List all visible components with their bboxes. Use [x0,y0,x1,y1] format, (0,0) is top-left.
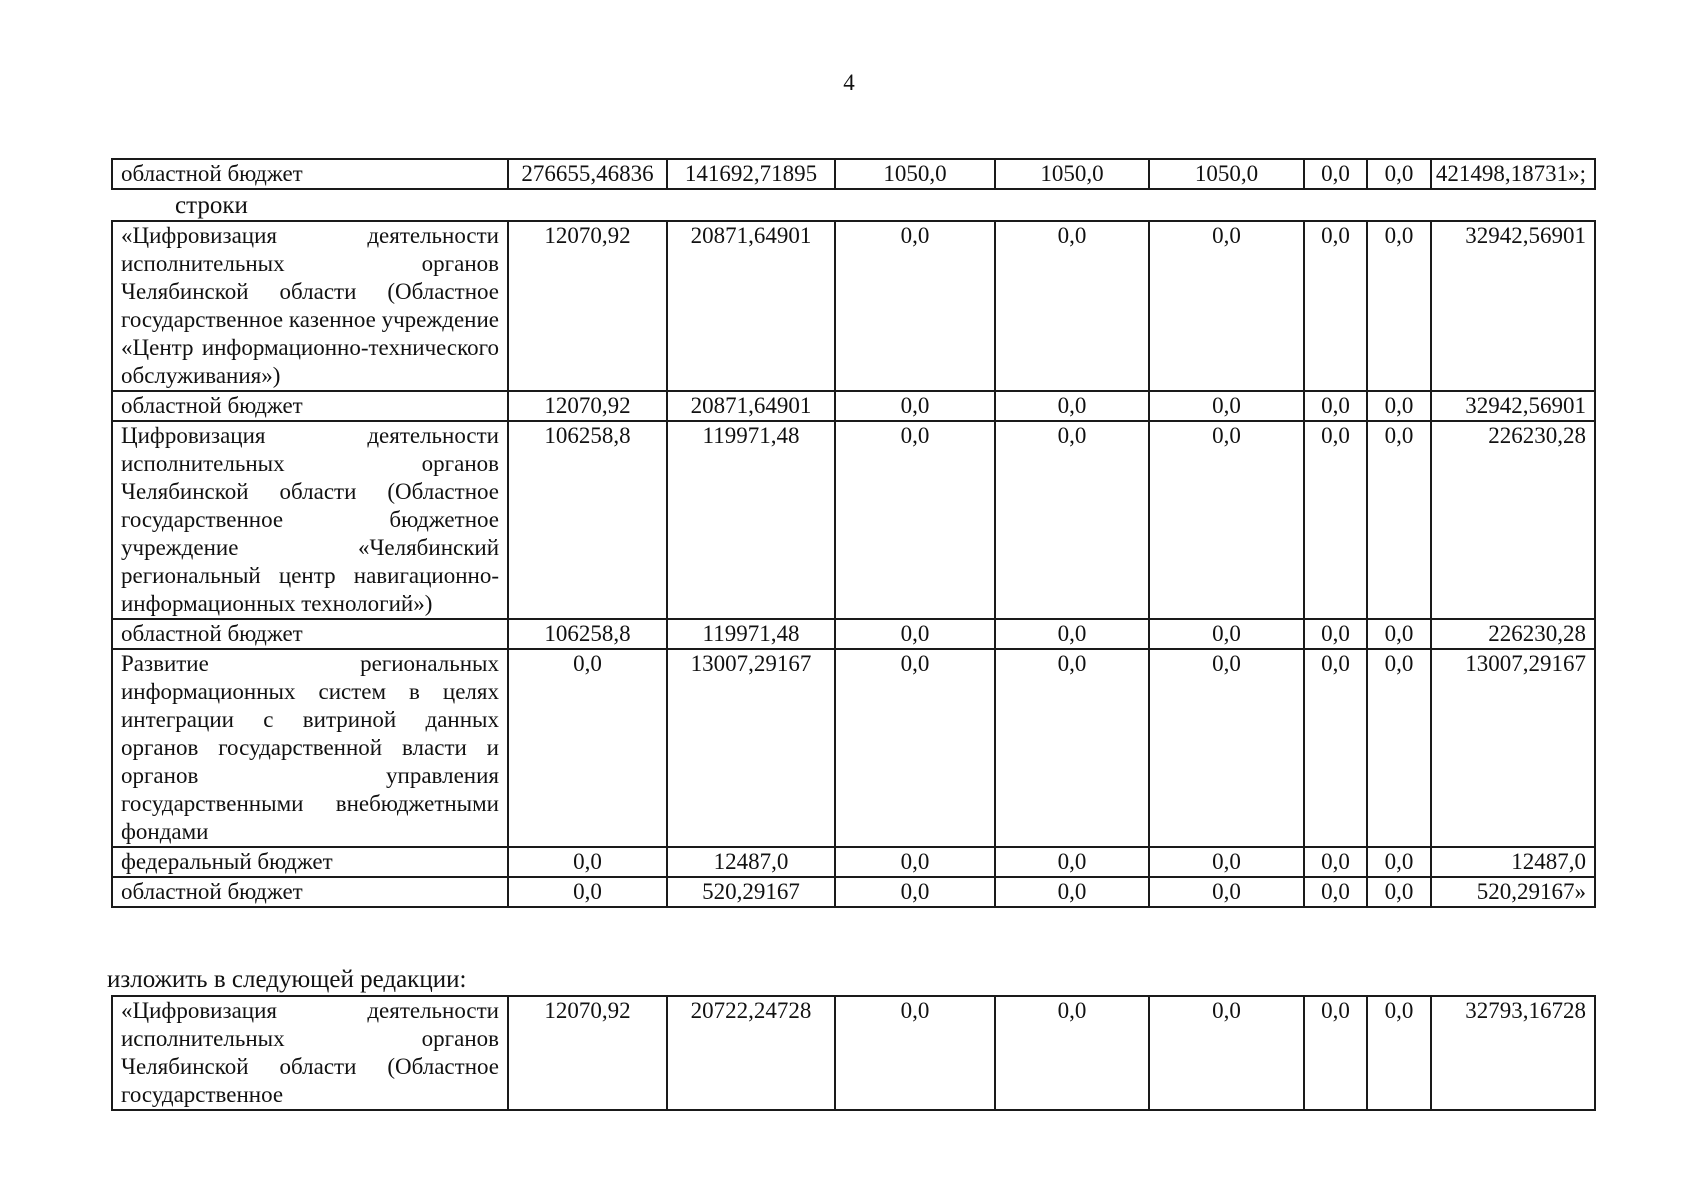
value-cell: 12487,0 [1431,847,1595,877]
value-cell: 0,0 [1149,877,1304,907]
value-cell: 0,0 [995,619,1149,649]
budget-table-top [111,158,1596,190]
value-cell: 520,29167 [667,877,835,907]
value-cell: 0,0 [1367,847,1431,877]
table-row [112,221,1595,391]
value-cell: 0,0 [1304,619,1367,649]
value-cell: 141692,71895 [667,159,835,189]
value-cell: 0,0 [1367,649,1431,847]
budget-table-old-rows [111,220,1596,908]
value-cell: 0,0 [835,391,995,421]
value-cell: 0,0 [995,649,1149,847]
row-name-cell: «Цифровизация деятельности исполнительных органов Челябинской области (Областное государственное [112,996,508,1110]
row-name-cell: областной бюджет [112,619,508,649]
value-cell: 0,0 [1149,421,1304,619]
value-cell: 32942,56901 [1431,221,1595,391]
value-cell: 276655,46836 [508,159,667,189]
value-cell: 0,0 [995,391,1149,421]
value-cell: 119971,48 [667,619,835,649]
budget-table-new-rows [111,995,1596,1111]
value-cell: 12070,92 [508,996,667,1110]
value-cell: 1050,0 [1149,159,1304,189]
value-cell: 0,0 [1367,421,1431,619]
value-cell: 520,29167» [1431,877,1595,907]
value-cell: 0,0 [1304,391,1367,421]
value-cell: 0,0 [835,996,995,1110]
value-cell: 0,0 [1149,221,1304,391]
row-name-cell: Развитие региональных информационных систем в целях интеграции с витриной данных органов государственной власти и органов управления государственными внебюджетными фондами [112,649,508,847]
value-cell: 1050,0 [995,159,1149,189]
value-cell: 12070,92 [508,221,667,391]
value-cell: 0,0 [995,221,1149,391]
value-cell: 0,0 [1304,649,1367,847]
table-row [112,996,1595,1110]
row-name-cell: федеральный бюджет [112,847,508,877]
value-cell: 0,0 [995,421,1149,619]
value-cell: 421498,18731»; [1431,159,1595,189]
value-cell: 0,0 [1367,877,1431,907]
value-cell: 0,0 [1304,221,1367,391]
value-cell: 0,0 [835,877,995,907]
value-cell: 0,0 [995,847,1149,877]
value-cell: 0,0 [1149,619,1304,649]
value-cell: 0,0 [1367,619,1431,649]
table-row [112,847,1595,877]
value-cell: 0,0 [835,221,995,391]
caption-replace: изложить в следующей редакции: [107,966,467,993]
row-name-cell: «Цифровизация деятельности исполнительных органов Челябинской области (Областное государственное казенное учреждение «Центр информационно-технического обслуживания») [112,221,508,391]
value-cell: 0,0 [508,847,667,877]
value-cell: 0,0 [995,996,1149,1110]
value-cell: 0,0 [1367,391,1431,421]
value-cell: 12070,92 [508,391,667,421]
value-cell: 226230,28 [1431,619,1595,649]
value-cell: 0,0 [1304,847,1367,877]
table-row [112,619,1595,649]
value-cell: 119971,48 [667,421,835,619]
row-name-cell: областной бюджет [112,877,508,907]
value-cell: 0,0 [1367,159,1431,189]
table-row [112,391,1595,421]
value-cell: 106258,8 [508,619,667,649]
value-cell: 0,0 [835,619,995,649]
row-name-cell: областной бюджет [112,391,508,421]
page-number: 4 [843,70,855,95]
value-cell: 12487,0 [667,847,835,877]
value-cell: 20722,24728 [667,996,835,1110]
value-cell: 226230,28 [1431,421,1595,619]
value-cell: 106258,8 [508,421,667,619]
value-cell: 0,0 [835,847,995,877]
row-name-cell: областной бюджет [112,159,508,189]
row-name-cell: Цифровизация деятельности исполнительных органов Челябинской области (Областное государственное бюджетное учреждение «Челябинский региональный центр навигационно-информационных технологий») [112,421,508,619]
value-cell: 0,0 [1304,159,1367,189]
value-cell: 1050,0 [835,159,995,189]
value-cell: 0,0 [1304,421,1367,619]
value-cell: 0,0 [508,877,667,907]
value-cell: 0,0 [1149,847,1304,877]
value-cell: 0,0 [1149,649,1304,847]
table-row [112,159,1595,189]
table-row [112,421,1595,619]
value-cell: 0,0 [1367,996,1431,1110]
value-cell: 32942,56901 [1431,391,1595,421]
value-cell: 0,0 [508,649,667,847]
table-row [112,649,1595,847]
value-cell: 0,0 [1304,877,1367,907]
value-cell: 20871,64901 [667,391,835,421]
value-cell: 0,0 [835,421,995,619]
value-cell: 13007,29167 [1431,649,1595,847]
value-cell: 20871,64901 [667,221,835,391]
value-cell: 0,0 [1367,221,1431,391]
caption-rows: строки [175,192,248,219]
value-cell: 32793,16728 [1431,996,1595,1110]
value-cell: 0,0 [995,877,1149,907]
value-cell: 0,0 [1149,391,1304,421]
value-cell: 13007,29167 [667,649,835,847]
value-cell: 0,0 [1304,996,1367,1110]
value-cell: 0,0 [1149,996,1304,1110]
table-row [112,877,1595,907]
value-cell: 0,0 [835,649,995,847]
